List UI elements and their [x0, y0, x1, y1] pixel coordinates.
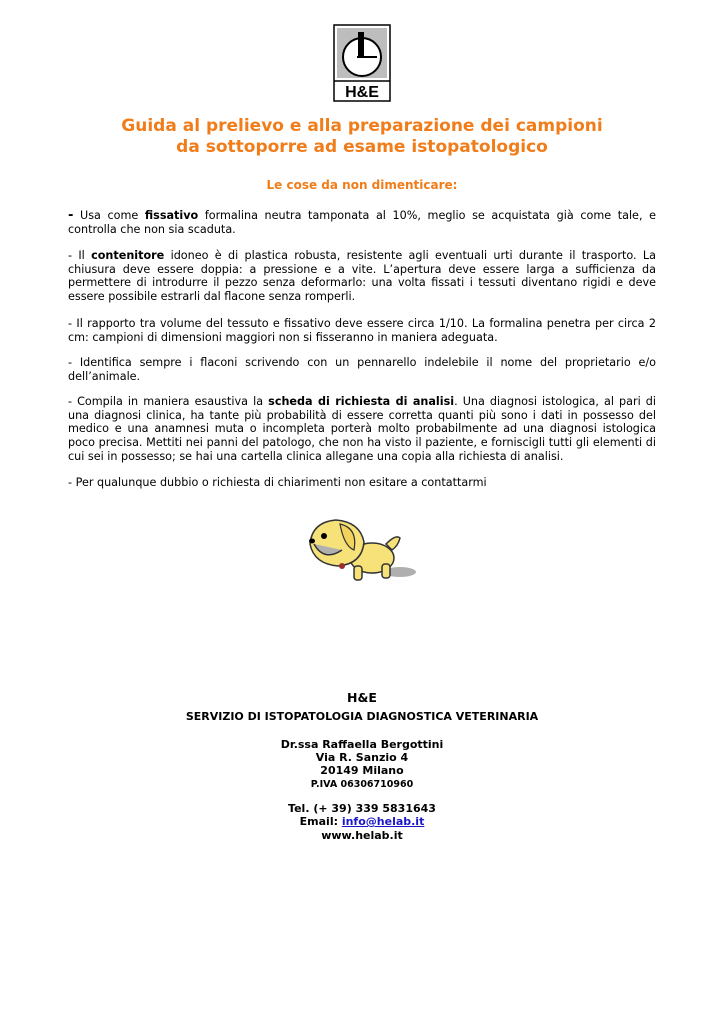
footer-brand: H&E	[347, 690, 377, 705]
svg-text:H&E: H&E	[345, 84, 379, 101]
logo-mark-icon	[333, 24, 391, 102]
logo	[333, 24, 391, 102]
footer-email-label: Email:	[299, 815, 342, 828]
footer-tel: Tel. (+ 39) 339 5831643	[288, 802, 436, 815]
footer-name: Dr.ssa Raffaella Bergottini	[280, 738, 444, 751]
paragraph-contenitore: - Il contenitore idoneo è di plastica robusta, resistente agli eventuali urti durante il trasporto. La chiusura deve essere doppia: a pressione e a vite. L’apertura deve essere larga a sufficienza da permettere di introdurre il pezzo senza deformarlo: una volta fissati i tessuti diventano rigidi e deve essere possibile estrarli dal flacone senza romperli.	[68, 249, 657, 304]
footer-service: SERVIZIO DI ISTOPATOLOGIA DIAGNOSTICA VETERINARIA	[185, 710, 539, 723]
dog-illustration	[300, 514, 422, 588]
page-title-line-1: Guida al prelievo e alla preparazione dei campioni	[121, 116, 603, 136]
footer-city: 20149 Milano	[320, 764, 404, 777]
paragraph-scheda: - Compila in maniera esaustiva la scheda di richiesta di analisi. Una diagnosi istologica, al pari di una diagnosi clinica, ha tante più probabilità di essere corretta quanti più sono i dati in possesso del medico e una anamnesi muta o incompleta porterà molto probabilmente ad una diagnosi istologica poco precisa. Mettiti nei panni del patologo, che non ha visto il paziente, e fornisciglі tutti gli elementi di cui sei in possesso; se hai una cartella clinica allegane una copia alla richiesta di analisi.	[68, 395, 656, 463]
dog-icon	[300, 514, 422, 588]
paragraph-contatti: - Per qualunque dubbio o richiesta di chiarimenti non esitare a contattarmi	[68, 476, 487, 489]
footer-street: Via R. Sanzio 4	[315, 751, 409, 764]
paragraph-rapporto: - Il rapporto tra volume del tessuto e fissativo deve essere circa 1/10. La formalina penetra per circa 2 cm: campioni di dimensioni maggiori non si fisseranno in maniera adeguata.	[68, 317, 656, 344]
footer-piva: P.IVA 06306710960	[310, 779, 414, 790]
page-title-line-2: da sottoporre ad esame istopatologico	[176, 137, 548, 157]
footer-email-line	[0, 815, 724, 829]
section-subtitle: Le cose da non dimenticare:	[266, 178, 458, 192]
paragraph-fissativo: - Usa come fissativo formalina neutra tamponata al 10%, meglio se acquistata già come tale, e controlla che non sia scaduta.	[68, 208, 656, 236]
footer-website: www.helab.it	[321, 829, 403, 842]
email-link[interactable]: info@helab.it	[341, 815, 425, 828]
paragraph-identifica: - Identifica sempre i flaconi scrivendo con un pennarello indelebile il nome del proprietario e/o dell’animale.	[68, 356, 656, 383]
